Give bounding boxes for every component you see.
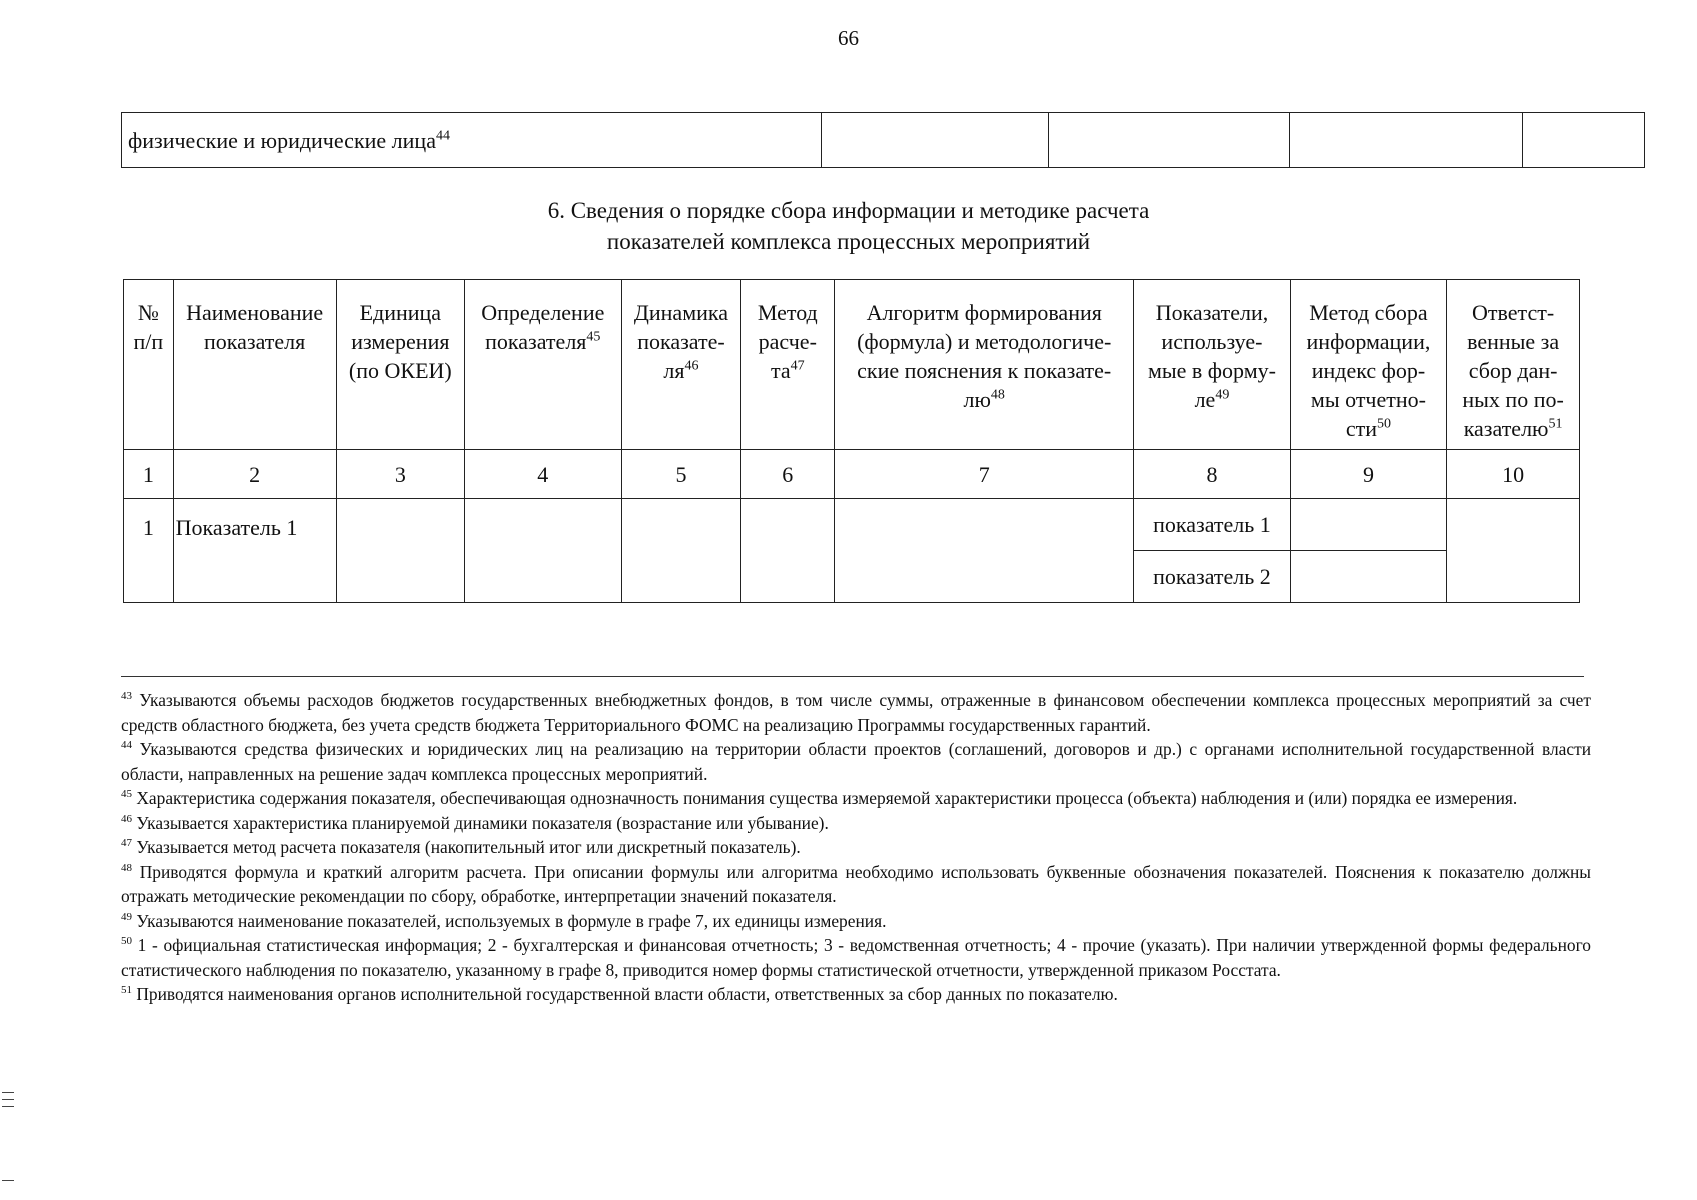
column-number: 9 [1290, 450, 1447, 499]
header-text: информации, [1306, 329, 1431, 354]
header-text: Ответст- [1472, 300, 1555, 325]
column-number: 4 [465, 450, 622, 499]
empty-cell [822, 113, 1048, 168]
footnote-ref: 45 [586, 329, 601, 345]
header-text: мые в форму- [1147, 358, 1276, 383]
scan-edge-mark [2, 1099, 14, 1100]
continuation-table [121, 112, 1645, 168]
table-row [124, 499, 1580, 551]
header-text: показателя [485, 329, 587, 354]
footnote-ref: 48 [990, 387, 1005, 403]
header-cell [124, 280, 174, 450]
footnote [121, 811, 1591, 836]
footnote-number: 43 [121, 690, 132, 703]
section-title-line-2: показателей комплекса процессных мероприятий [606, 229, 1091, 254]
footnote-text: Указываются объемы расходов бюджетов государственных внебюджетных фондов, в том числе суммы, отраженные в финансовом обеспечении комплекса процессных мероприятий за счет средств областного бюджета, без учета средств бюджета Территориального ФОМС на реализацию Программы государственных гарантий. [121, 690, 1591, 735]
footnote-text: 1 - официальная статистическая информация; 2 - бухгалтерская и финансовая отчетность; 3 - ведомственная отчетность; 4 - прочие (указать). При наличии утвержденной формы федерального статистического наблюдения по показателю, указанному в графе 8, приводится номер формы статистической отчетности, утвержденной приказом Росстата. [121, 935, 1591, 980]
header-text: Наименование [186, 300, 324, 325]
empty-cell [1522, 113, 1644, 168]
continuation-label: физические и юридические лица [128, 127, 436, 153]
footnote-ref: 44 [435, 128, 450, 144]
formula-indicator: показатель 1 [1134, 499, 1291, 551]
header-text: (формула) и методологиче- [857, 329, 1112, 354]
header-text: ных по по- [1462, 387, 1564, 412]
empty-cell [1289, 113, 1522, 168]
header-text: ля [663, 358, 685, 383]
header-text: п/п [133, 329, 164, 354]
footnote-number: 50 [121, 935, 132, 948]
column-number: 8 [1134, 450, 1291, 499]
empty-cell [835, 499, 1134, 603]
header-cell [835, 280, 1134, 450]
table-row [122, 113, 1645, 168]
header-text: используе- [1161, 329, 1263, 354]
header-text: индекс фор- [1311, 358, 1426, 383]
empty-cell [621, 499, 741, 603]
footnote-separator [121, 676, 1584, 677]
indicator-name: Показатель 1 [173, 499, 336, 603]
header-text: Метод [757, 300, 818, 325]
column-number: 5 [621, 450, 741, 499]
footnote-number: 45 [121, 788, 132, 801]
footnote-number: 46 [121, 812, 132, 825]
empty-cell [336, 499, 464, 603]
footnote-ref: 49 [1215, 387, 1230, 403]
footnote-number: 47 [121, 837, 132, 850]
header-row [124, 280, 1580, 450]
page-number: 66 [838, 26, 859, 50]
header-cell [621, 280, 741, 450]
formula-indicator: показатель 2 [1134, 551, 1291, 603]
header-text: Алгоритм формирования [866, 300, 1102, 325]
header-text: (по ОКЕИ) [348, 358, 452, 383]
header-text: мы отчетно- [1310, 387, 1426, 412]
footnote [121, 688, 1591, 737]
header-cell [1134, 280, 1291, 450]
header-text: сти [1345, 416, 1378, 441]
footnote-number: 44 [121, 739, 132, 752]
footnote-ref: 50 [1377, 416, 1392, 432]
footnote-ref: 46 [684, 358, 699, 374]
scan-edge-mark [2, 1092, 14, 1093]
footnote [121, 835, 1591, 860]
scan-edge-mark [2, 1106, 14, 1107]
header-cell [1447, 280, 1580, 450]
header-text: Динамика [633, 300, 729, 325]
empty-cell [1447, 499, 1580, 603]
header-text: измерения [351, 329, 450, 354]
footnote [121, 860, 1591, 909]
header-text: № [137, 300, 159, 325]
header-text: венные за [1467, 329, 1560, 354]
header-text: ле [1194, 387, 1216, 412]
footnote-text: Приводятся наименования органов исполнительной государственной власти области, ответственных за сбор данных по показателю. [136, 984, 1118, 1004]
empty-cell [1290, 499, 1447, 551]
footnote [121, 982, 1591, 1007]
empty-cell [741, 499, 835, 603]
footnote-number: 49 [121, 910, 132, 923]
header-text: Определение [481, 300, 605, 325]
header-cell [1290, 280, 1447, 450]
footnote-ref: 51 [1548, 416, 1563, 432]
header-text: расче- [758, 329, 817, 354]
header-text: Метод сбора [1309, 300, 1428, 325]
header-text: Показатели, [1155, 300, 1269, 325]
header-text: показателя [203, 329, 306, 354]
footnote-text: Указывается характеристика планируемой динамики показателя (возрастание или убывание). [136, 812, 829, 833]
empty-cell [1048, 113, 1289, 168]
header-cell [336, 280, 464, 450]
footnote [121, 933, 1591, 982]
header-cell [741, 280, 835, 450]
footnote-text: Указываются средства физических и юридических лиц на реализацию на территории области проектов (соглашений, договоров и др.) с органами исполнительной государственной власти области, направленных на решение задач комплекса процессных мероприятий. [121, 739, 1591, 784]
header-text: ские пояснения к показате- [857, 358, 1112, 383]
footnote-text: Приводятся формула и краткий алгоритм расчета. При описании формулы или алгоритма необходимо использовать буквенные обозначения показателей. Пояснения к показателю должны отражать методические рекомендации по сбору, обработке, интерпретации значений показателя. [121, 861, 1591, 906]
column-number-row [124, 450, 1580, 499]
footnote-number: 48 [121, 861, 132, 874]
footnote [121, 786, 1591, 811]
footnotes [121, 688, 1591, 1007]
column-number: 2 [173, 450, 336, 499]
indicators-table [123, 279, 1580, 603]
header-text: показате- [637, 329, 725, 354]
column-number: 3 [336, 450, 464, 499]
column-number: 6 [741, 450, 835, 499]
header-cell [173, 280, 336, 450]
footnote-text: Указываются наименование показателей, используемых в формуле в графе 7, их единицы измерения. [136, 910, 887, 931]
continuation-label-cell [122, 113, 822, 168]
header-text: Единица [359, 300, 442, 325]
footnote-text: Характеристика содержания показателя, обеспечивающая однозначность понимания существа измеряемой характеристики процесса (объекта) наблюдения и (или) порядка ее измерения. [136, 788, 1518, 808]
footnote [121, 909, 1591, 934]
header-text: сбор дан- [1468, 358, 1558, 383]
header-text: та [770, 358, 791, 383]
footnote-ref: 47 [790, 358, 805, 374]
column-number: 1 [124, 450, 174, 499]
header-text: казателю [1463, 416, 1549, 441]
row-number: 1 [124, 499, 174, 603]
column-number: 10 [1447, 450, 1580, 499]
header-text: лю [963, 387, 991, 412]
section-title-line-1: 6. Сведения о порядке сбора информации и методике расчета [547, 198, 1150, 223]
scan-edge-mark [2, 1180, 14, 1181]
header-cell [465, 280, 622, 450]
footnote [121, 737, 1591, 786]
footnote-number: 51 [121, 984, 132, 997]
empty-cell [465, 499, 622, 603]
empty-cell [1290, 551, 1447, 603]
column-number: 7 [835, 450, 1134, 499]
footnote-text: Указывается метод расчета показателя (накопительный итог или дискретный показатель). [136, 837, 801, 857]
